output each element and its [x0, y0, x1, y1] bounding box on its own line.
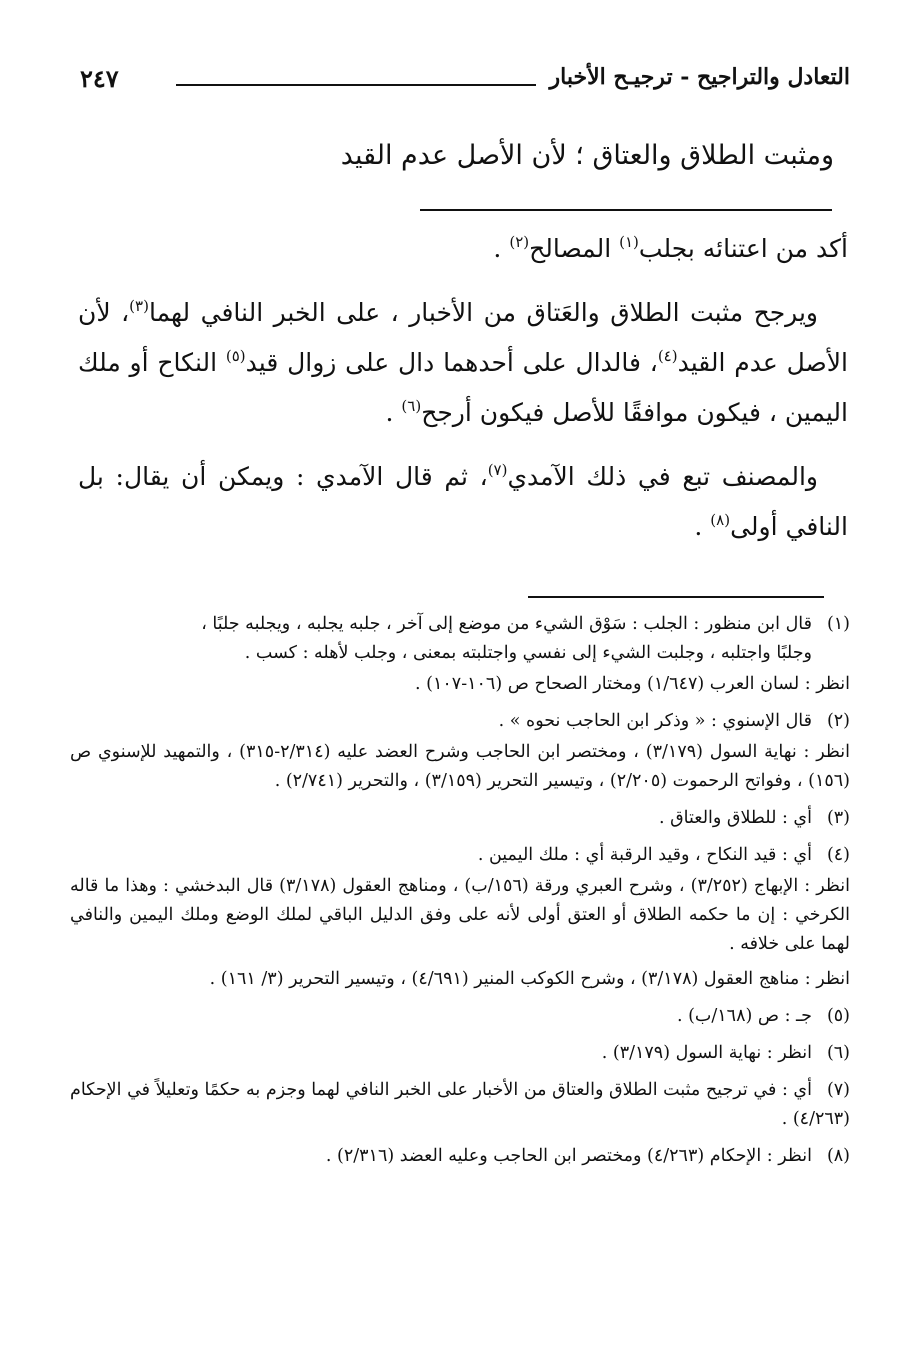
footnote-1 [70, 610, 850, 699]
footnote-4 [70, 841, 850, 994]
footnote-7 [70, 1076, 850, 1134]
footnote-text: أي : للطلاق والعتاق . [658, 808, 812, 828]
running-title: التعادل والتراجيح - ترجيـح الأخبار [549, 64, 850, 90]
footnote-ref-2[interactable]: (٢) [509, 233, 530, 251]
footnote-text: وجلبًا واجتلبه ، وجلبت الشيء إلى نفسي واجتلبته بمعنى ، وجلب لأهله : كسب . [244, 643, 812, 663]
footnote-text: انظر : الإحكام (٤/٢٦٣) ومختصر ابن الحاجب وعليه العضد (٢/٣١٦) . [325, 1146, 812, 1166]
footnote-5 [70, 1002, 850, 1031]
footnote-text: قال ابن منظور : الجلب : سَوْق الشيء من موضع إلى آخر ، جلبه يجلبه ، ويجلبه جلبًا ، [201, 614, 812, 634]
body-text-run: والمصنف تبع في ذلك الآمدي [507, 462, 818, 491]
page-number: ٢٤٧ [80, 64, 119, 93]
footnote-text: جـ : ص (١٦٨/ب) . [676, 1006, 812, 1026]
body-text-run: . [493, 234, 510, 263]
footnote-text: قال الإسنوي : « وذكر ابن الحاجب نحوه » . [498, 711, 812, 731]
footnote-ref-3[interactable]: (٣) [129, 297, 149, 315]
footnote-2 [70, 707, 850, 796]
footnote-number: (٥) [826, 1006, 850, 1026]
body-text-run: ، فالدال على أحدهما دال على زوال قيد [245, 348, 658, 377]
footnote-reference: انظر : نهاية السول (٣/١٧٩) ، ومختصر ابن الحاجب وشرح العضد عليه (٢/٣١٤-٣١٥) ، والتمهيد للإسنوي ص (١٥٦) ، وفواتح الرحموت (٢/٢٠٥) ، وتيسير التحرير (٣/١٥٩) ، والتحرير (٢/٧٤١) . [70, 742, 850, 791]
footnotes-section [70, 610, 850, 1179]
matn-separator-rule [420, 209, 832, 211]
body-paragraph-2 [78, 288, 848, 438]
body-text-run: . [385, 398, 402, 427]
footnote-number: (٤) [826, 845, 850, 865]
footnote-number: (٨) [826, 1146, 850, 1166]
footnote-separator-rule [528, 596, 824, 598]
footnote-number: (٢) [826, 711, 850, 731]
body-text-run: . [694, 512, 711, 541]
footnote-reference: انظر : الإبهاج (٣/٢٥٢) ، وشرح العبري ورقة (١٥٦/ب) ، ومناهج العقول (٣/١٧٨) قال البدخشي : وهذا ما قاله الكرخي : إن ما حكمه الطلاق أو العتق أولى لأنه على وفق الدليل الباقي لملك الوضع وملك اليمين والنافي لهما على خلافه . [70, 876, 850, 954]
body-text-run: ، ثم قال الآمدي : ويمكن أن يقال: بل النافي أولى [78, 462, 848, 541]
body-text-run: المصالح [529, 234, 620, 263]
footnote-reference: انظر : لسان العرب (١/٦٤٧) ومختار الصحاح ص (١٠٦-١٠٧) . [415, 674, 850, 694]
footnote-number: (٧) [826, 1080, 850, 1100]
footnote-ref-6[interactable]: (٦) [401, 397, 422, 415]
footnote-ref-7[interactable]: (٧) [487, 461, 508, 479]
matn-text: ومثبت الطلاق والعتاق ؛ لأن الأصل عدم القيد [340, 140, 834, 171]
commentary-body [78, 224, 848, 566]
footnote-3 [70, 804, 850, 833]
body-text-run: ويرجح مثبت الطلاق والعَتاق من الأخبار ، على الخبر النافي لهما [148, 298, 818, 327]
body-text-run: النكاح أو ملك اليمين ، فيكون موافقًا للأصل فيكون أرجح [78, 348, 848, 427]
footnote-number: (٣) [826, 808, 850, 828]
footnote-ref-4[interactable]: (٤) [657, 347, 678, 365]
footnote-6 [70, 1039, 850, 1068]
footnote-number: (٦) [826, 1043, 850, 1063]
footnote-reference: انظر : مناهج العقول (٣/١٧٨) ، وشرح الكوكب المنير (٤/٦٩١) ، وتيسير التحرير (٣/ ١٦١) . [209, 969, 850, 989]
footnote-text: انظر : نهاية السول (٣/١٧٩) . [601, 1043, 812, 1063]
body-text-run: أكد من اعتنائه بجلب [638, 234, 848, 263]
body-paragraph-3 [78, 452, 848, 552]
footnote-text: أي : في ترجيح مثبت الطلاق والعتاق من الأخبار على الخبر النافي لهما وجزم به حكمًا وتعليلاً في الإحكام (٤/٢٦٣) . [70, 1080, 850, 1129]
footnote-8 [70, 1142, 850, 1171]
footnote-number: (١) [826, 614, 850, 634]
footnote-ref-1[interactable]: (١) [619, 233, 639, 251]
header-rule [176, 84, 536, 86]
footnote-ref-8[interactable]: (٨) [710, 511, 731, 529]
footnote-text: أي : قيد النكاح ، وقيد الرقبة أي : ملك اليمين . [477, 845, 812, 865]
body-paragraph-1 [78, 224, 848, 274]
body-text-run: ، لأن الأصل عدم القيد [78, 298, 848, 377]
footnote-ref-5[interactable]: (٥) [225, 347, 246, 365]
